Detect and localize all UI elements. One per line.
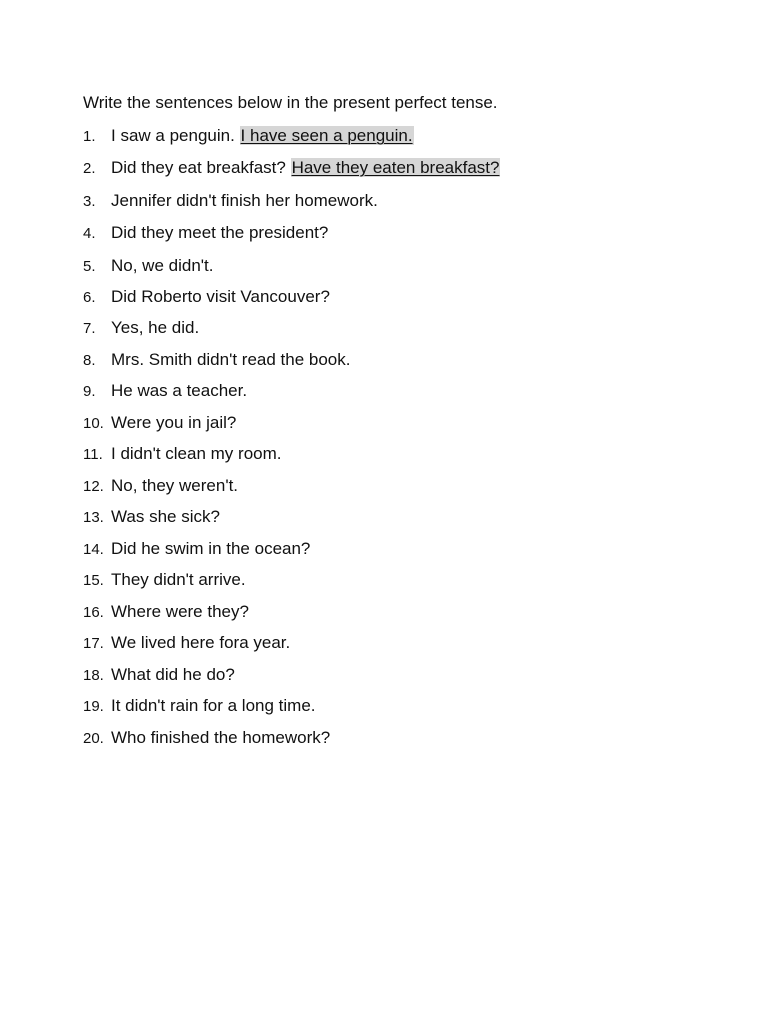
item-number: 6. [83,289,96,306]
original-sentence: It didn't rain for a long time. [111,696,316,715]
item-number: 9. [83,383,96,400]
item-number: 2. [83,160,96,177]
item-sentence [111,157,500,179]
item-number: 16. [83,604,104,621]
original-sentence: Who finished the homework? [111,728,331,747]
worksheet-instructions: Write the sentences below in the present perfect tense. [83,93,498,112]
original-sentence: Did Roberto visit Vancouver? [111,287,330,306]
original-sentence: No, we didn't. [111,256,214,275]
item-number: 20. [83,730,104,747]
item-number: 19. [83,698,104,715]
original-sentence: Yes, he did. [111,318,200,337]
answer-text[interactable]: I have seen a penguin. [240,126,413,145]
item-number: 17. [83,635,104,652]
original-sentence: He was a teacher. [111,381,248,400]
item-number: 12. [83,478,104,495]
original-sentence: Were you in jail? [111,413,237,432]
original-sentence: Mrs. Smith didn't read the book. [111,350,351,369]
item-number: 18. [83,667,104,684]
original-sentence: Did they eat breakfast? [111,158,286,177]
original-sentence: Did he swim in the ocean? [111,539,311,558]
original-sentence: They didn't arrive. [111,570,246,589]
item-number: 10. [83,415,104,432]
original-sentence: Did they meet the president? [111,223,329,242]
item-number: 14. [83,541,104,558]
original-sentence: Was she sick? [111,507,220,526]
item-number: 4. [83,225,96,242]
item-number: 5. [83,258,96,275]
original-sentence: I saw a penguin. [111,126,235,145]
item-number: 7. [83,320,96,337]
item-number: 3. [83,193,96,210]
item-number: 13. [83,509,104,526]
item-number: 11. [83,446,103,463]
answer-text[interactable]: Have they eaten breakfast? [291,158,500,177]
original-sentence: We lived here fora year. [111,633,291,652]
item-number: 15. [83,572,104,589]
original-sentence: Jennifer didn't finish her homework. [111,191,378,210]
item-sentence [111,125,414,147]
item-number: 8. [83,352,96,369]
original-sentence: What did he do? [111,665,235,684]
original-sentence: I didn't clean my room. [111,444,282,463]
original-sentence: Where were they? [111,602,249,621]
item-number: 1. [83,128,96,145]
original-sentence: No, they weren't. [111,476,239,495]
